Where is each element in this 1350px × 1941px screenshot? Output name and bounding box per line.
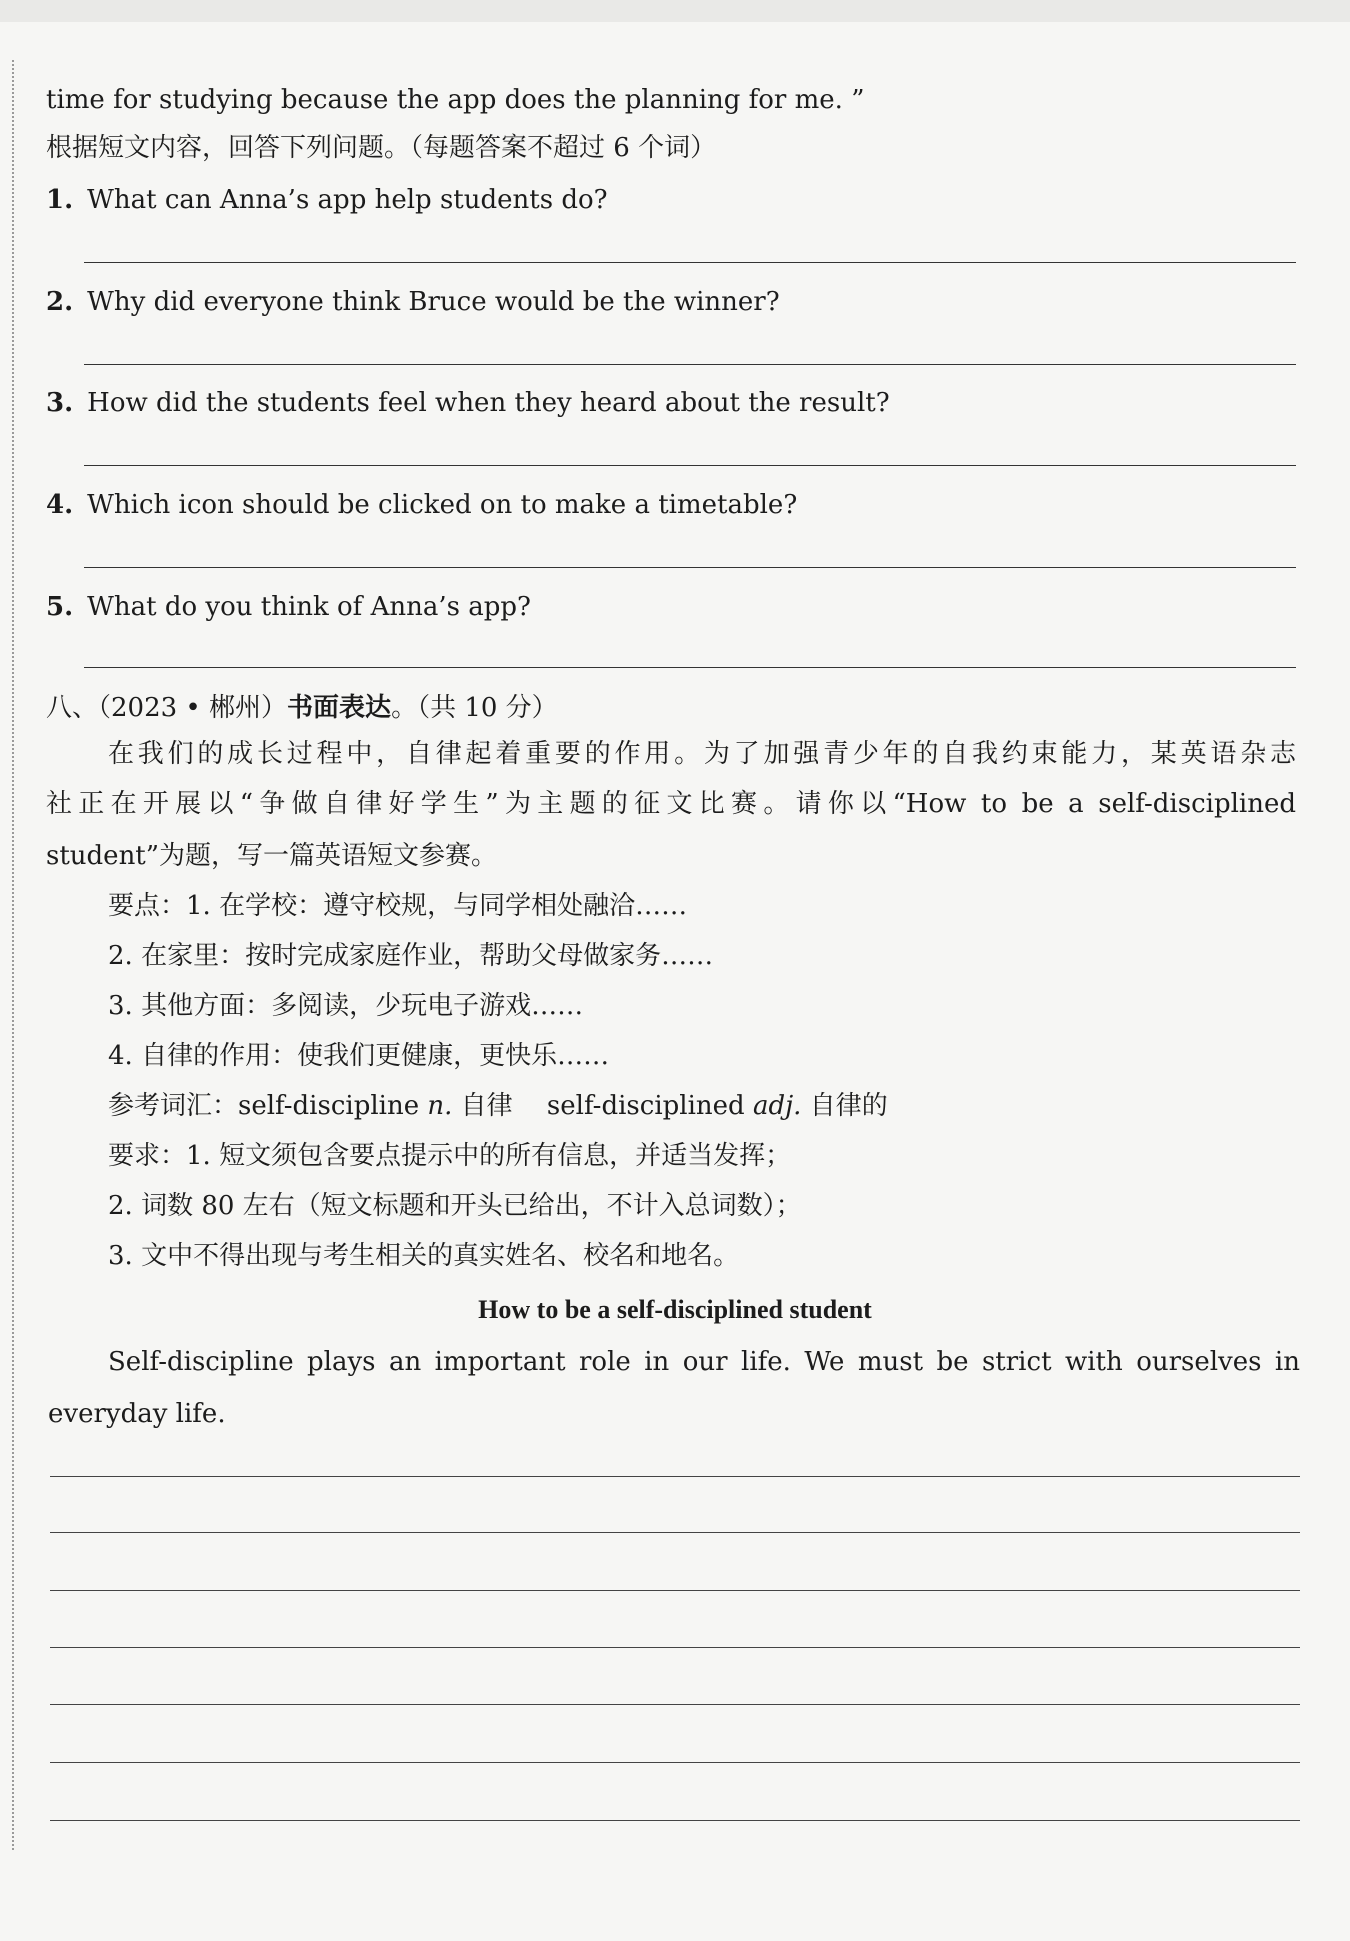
- scan-top-edge: [0, 0, 1350, 22]
- prompt-line-1: 在我们的成长过程中，自律起着重要的作用。为了加强青少年的自我约束能力，某英语杂志: [108, 739, 1296, 769]
- question-2: [46, 284, 780, 320]
- vocab-mid: 自律 self-disciplined: [452, 1091, 753, 1121]
- writing-line-6[interactable]: [50, 1762, 1300, 1763]
- question-text: What do you think of Anna’s app?: [87, 592, 531, 622]
- question-instruction: 根据短文内容，回答下列问题。（每题答案不超过 6 个词）: [46, 133, 717, 163]
- reference-vocabulary: [108, 1088, 888, 1124]
- point-1: 要点：1. 在学校：遵守校规，与同学相处融洽……: [108, 891, 688, 921]
- requirement-1: 要求：1. 短文须包含要点提示中的所有信息，并适当发挥；: [108, 1141, 792, 1171]
- essay-opening-line-1: Self-discipline plays an important role in our life. We must be strict with ourselves in: [108, 1347, 1300, 1377]
- writing-line-1[interactable]: [50, 1476, 1300, 1477]
- answer-line-4[interactable]: [84, 567, 1296, 568]
- writing-line-2[interactable]: [50, 1532, 1300, 1533]
- vocab-pos-noun: n.: [427, 1091, 453, 1121]
- question-number: 3.: [46, 388, 74, 418]
- question-number: 1.: [46, 185, 74, 215]
- vocab-end: 自律的: [801, 1091, 888, 1121]
- essay-opening-line-2: everyday life.: [48, 1399, 226, 1429]
- section-score: 。（共 10 分）: [391, 693, 558, 723]
- requirement-2: 2. 词数 80 左右（短文标题和开头已给出，不计入总词数）；: [108, 1191, 802, 1221]
- question-text: How did the students feel when they heard about the result?: [87, 388, 890, 418]
- point-3: 3. 其他方面：多阅读，少玩电子游戏……: [108, 991, 584, 1021]
- section-name: 书面表达: [287, 693, 392, 723]
- writing-line-3[interactable]: [50, 1590, 1300, 1591]
- vocab-pos-adj: adj.: [752, 1091, 802, 1121]
- prompt-line-2: 社正在开展以“争做自律好学生”为主题的征文比赛。请你以“How to be a self-disciplined: [46, 789, 1296, 819]
- answer-line-2[interactable]: [84, 364, 1296, 365]
- answer-line-3[interactable]: [84, 465, 1296, 466]
- writing-line-4[interactable]: [50, 1647, 1300, 1648]
- question-3: [46, 385, 890, 421]
- section-heading: [46, 690, 558, 726]
- essay-title: How to be a self-disciplined student: [478, 1295, 872, 1324]
- vocab-label: 参考词汇：self-discipline: [108, 1091, 428, 1121]
- binding-margin-line: [12, 60, 14, 1850]
- answer-line-1[interactable]: [84, 262, 1296, 263]
- answer-line-5[interactable]: [84, 667, 1296, 668]
- question-5: [46, 589, 531, 625]
- section-prefix: 八、（2023 • 郴州）: [46, 693, 288, 723]
- question-number: 4.: [46, 490, 74, 520]
- question-1: [46, 182, 608, 218]
- requirement-3: 3. 文中不得出现与考生相关的真实姓名、校名和地名。: [108, 1241, 740, 1271]
- question-text: What can Anna’s app help students do?: [87, 185, 608, 215]
- question-4: [46, 487, 797, 523]
- writing-line-5[interactable]: [50, 1704, 1300, 1705]
- point-2: 2. 在家里：按时完成家庭作业，帮助父母做家务……: [108, 941, 714, 971]
- question-number: 2.: [46, 287, 74, 317]
- point-4: 4. 自律的作用：使我们更健康，更快乐……: [108, 1041, 610, 1071]
- prompt-line-3: student”为题，写一篇英语短文参赛。: [46, 841, 498, 871]
- passage-end-line: time for studying because the app does the planning for me. ”: [46, 85, 865, 115]
- writing-line-7[interactable]: [50, 1820, 1300, 1821]
- question-text: Why did everyone think Bruce would be the winner?: [87, 287, 780, 317]
- question-text: Which icon should be clicked on to make a timetable?: [87, 490, 798, 520]
- question-number: 5.: [46, 592, 74, 622]
